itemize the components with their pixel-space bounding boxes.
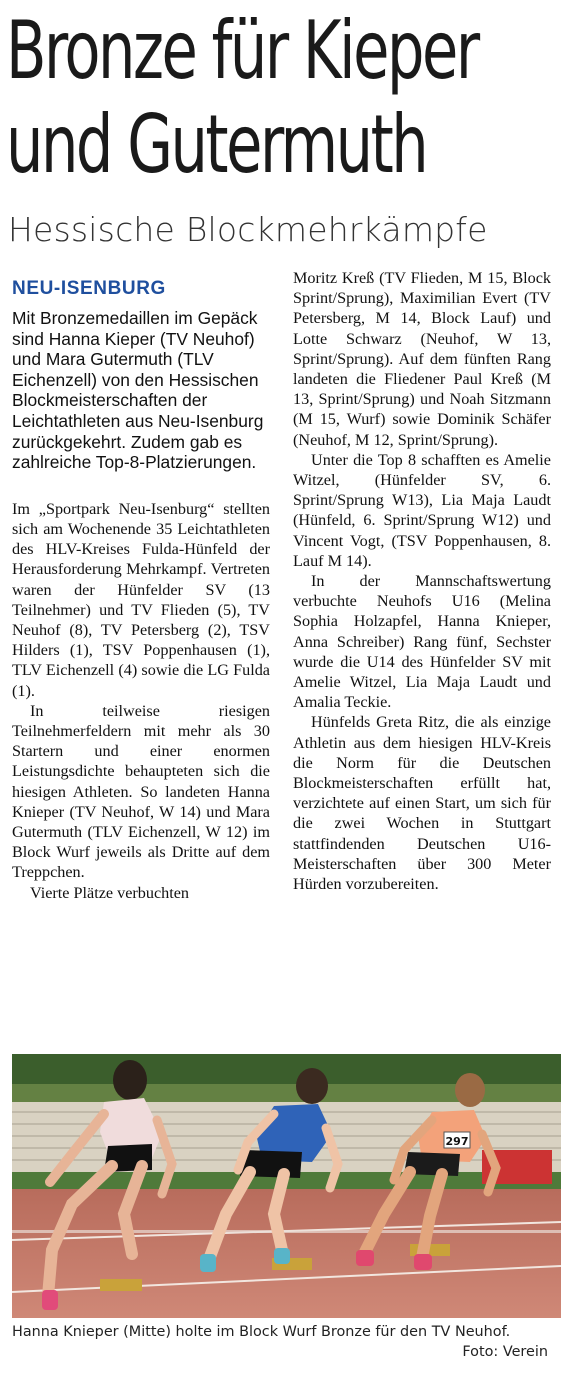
bib-number: 297	[445, 1135, 469, 1148]
headline-line-1: Bronze für Kieper	[6, 4, 478, 97]
body-paragraph: Moritz Kreß (TV Flieden, M 15, Block Sprint/Sprung), Maximilian Evert (TV Petersberg, M 14, Block Lauf) und Lotte Schwarz (Neuhof, W 13, Sprint/Sprung). Auf dem fünften Rang landeten die Fliedener Paul Kreß (M 13, Sprint/Sprung) und Noah Sitzmann (M 15, Wurf) sowie Dominik Schäfer (Neuhof, M 12, Sprint/Sprung).	[293, 269, 551, 449]
body-paragraph: Vierte Plätze verbuchten	[30, 883, 190, 902]
body-paragraph: Hünfelds Greta Ritz, die als einzige Athletin aus dem hiesigen HLV-Kreis die Norm für die Deutschen Blockmeisterschaften erfüllt hat, verzichtete auf einen Start, um sich für die zwei Wochen in Stuttgart stattfindenden Deutschen U16-Meisterschaften über 300 Meter Hürden vorzubereiten.	[293, 713, 551, 894]
photo-caption: Hanna Knieper (Mitte) holte im Block Wurf Bronze für den TV Neuhof.	[12, 1324, 511, 1340]
lead-paragraph: Mit Bronzemedaillen im Gepäck sind Hanna Kieper (TV Neuhof) und Mara Gutermuth (TLV Eichenzell) von den Hessischen Blockmeisterschaften der Leichtathleten aus Neu-Isenburg zurückgekehrt. Zudem gab es zahlreiche Top-8-Platzierungen.	[12, 308, 264, 473]
body-paragraph: Im „Sportpark Neu-Isenburg“ stellten sich am Wochenende 35 Leichtathleten des HLV-Kreises Fulda-Hünfeld der Herausforderung Mehrkampf. Vertreten waren der Hünfelder SV (13 Teilnehmer) und TV Flieden (5), TV Neuhof (8), TV Petersberg (2), TSV Hilders (1), TSV Poppenhausen (1), TLV Eichenzell (4) sowie die LG Fulda (1).	[12, 499, 270, 700]
headline-line-2: und Gutermuth	[6, 98, 427, 191]
article-column-left	[12, 268, 270, 903]
body-paragraph: Unter die Top 8 schafften es Amelie Witzel, (Hünfelder SV, 6. Sprint/Sprung W13), Lia Maja Laudt (Hünfeld, 6. Sprint/Sprung W12) und Vincent Vogt, (TSV Poppenhausen, 8. Lauf M 14).	[293, 450, 551, 570]
body-paragraph: In der Mannschaftswertung verbuchte Neuhofs U16 (Melina Sophia Holzapfel, Hanna Knieper, Anna Schreiber) Rang fünf, Sechster wurde die U14 des Hünfelder SV mit Amelie Witzel, Lia Maja Laudt und Amalia Teckie.	[293, 572, 551, 712]
photo-credit: Foto: Verein	[462, 1344, 548, 1360]
headline	[6, 4, 478, 192]
article-photo	[12, 1054, 561, 1318]
article-column-right	[293, 268, 551, 894]
subheadline: Hessische Blockmehrkämpfe	[8, 210, 488, 249]
starting-block	[100, 1279, 142, 1291]
dateline: NEU-ISENBURG	[12, 278, 166, 299]
body-paragraph: In teilweise riesigen Teilnehmerfeldern mit mehr als 30 Startern und einer enormen Leistungsdichte behaupteten sich die hiesigen Athleten. So landeten Hanna Knieper (TV Neuhof, W 14) und Mara Gutermuth (TLV Eichenzell, W 12) im Block Wurf jeweils als Dritte auf dem Treppchen.	[12, 701, 270, 882]
